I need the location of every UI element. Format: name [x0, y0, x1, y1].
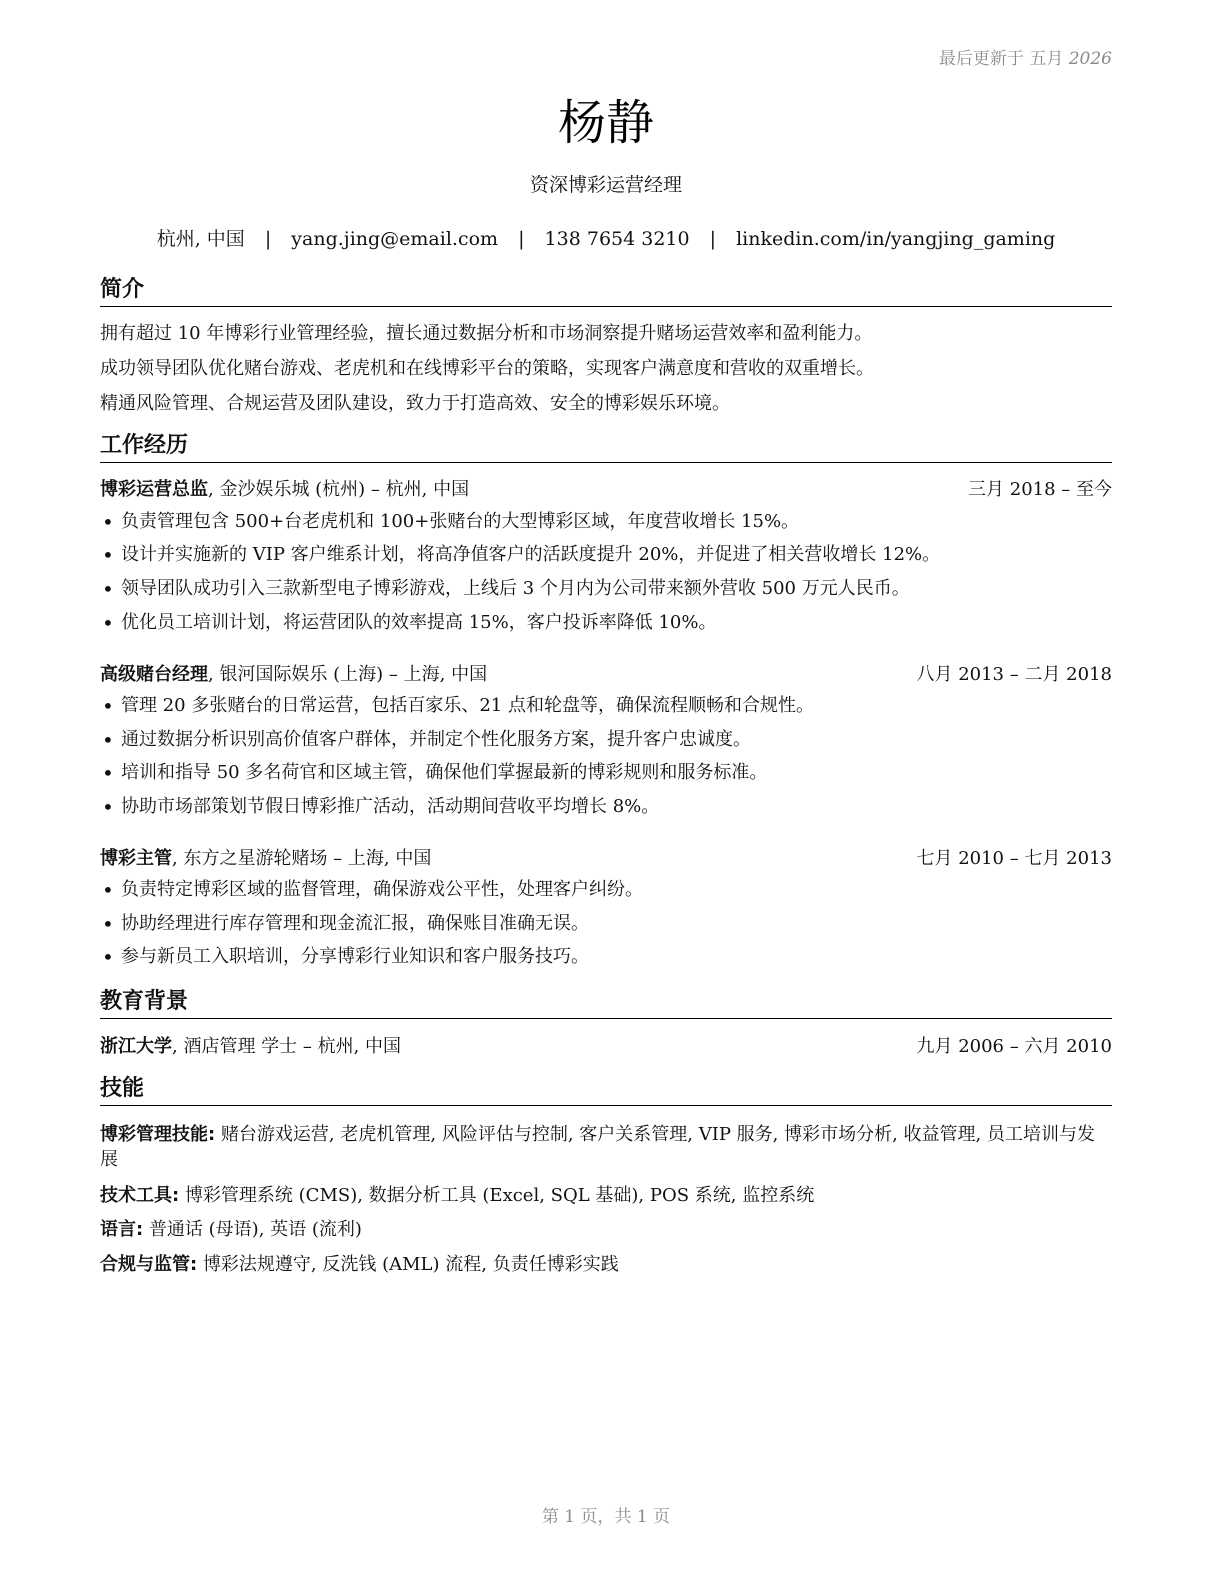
job-role: 博彩主管 — [100, 848, 172, 869]
job-role: 高级赌台经理 — [100, 664, 208, 685]
job-bullet: • 负责特定博彩区域的监督管理，确保游戏公平性，处理客户纠纷。 — [100, 878, 1112, 902]
skill-row — [100, 1183, 1112, 1208]
section-title-education: 教育背景 — [100, 988, 1112, 1019]
job-dates: 八月 2013 – 二月 2018 — [916, 664, 1112, 685]
summary-line: 拥有超过 10 年博彩行业管理经验，擅长通过数据分析和市场洞察提升赌场运营效率和盈利能力。 — [100, 323, 873, 344]
education-school: 浙江大学 — [100, 1036, 172, 1057]
contact-separator: | — [264, 228, 272, 250]
job-header — [100, 847, 1112, 871]
contact-location: 杭州, 中国 — [156, 228, 245, 250]
job-bullet: • 负责管理包含 500+台老虎机和 100+张赌台的大型博彩区域，年度营收增长 15%。 — [100, 510, 1112, 534]
skill-label: 博彩管理技能: — [100, 1124, 216, 1145]
job-bullet: • 设计并实施新的 VIP 客户维系计划，将高净值客户的活跃度提升 20%，并促进了相关营收增长 12%。 — [100, 543, 1112, 567]
candidate-title: 资深博彩运营经理 — [529, 174, 682, 196]
education-detail: , 酒店管理 学士 – 杭州, 中国 — [172, 1036, 402, 1057]
skill-value: 博彩法规遵守, 反洗钱 (AML) 流程, 负责任博彩实践 — [202, 1254, 619, 1275]
skill-row — [100, 1122, 1112, 1172]
section-title-skills: 技能 — [100, 1075, 1112, 1106]
updated-year: 2026 — [1068, 49, 1112, 69]
contact-linkedin-link[interactable]: linkedin.com/in/yangjing_gaming — [736, 228, 1056, 250]
skill-label: 语言: — [100, 1219, 144, 1240]
section-title-experience: 工作经历 — [100, 432, 1112, 463]
skill-label: 合规与监管: — [100, 1254, 198, 1275]
contact-phone: 138 7654 3210 — [544, 228, 690, 250]
section-title-summary: 简介 — [100, 276, 1112, 307]
resume-page — [100, 0, 1112, 1584]
updated-label: 最后更新于 — [938, 49, 1024, 69]
candidate-name: 杨静 — [557, 95, 654, 151]
job-header — [100, 663, 1112, 687]
skill-row — [100, 1252, 1112, 1277]
job-bullet: • 领导团队成功引入三款新型电子博彩游戏，上线后 3 个月内为公司带来额外营收 500 万元人民币。 — [100, 577, 1112, 601]
page-footer: 第 1 页，共 1 页 — [541, 1507, 671, 1527]
job-bullet: • 协助经理进行库存管理和现金流汇报，确保账目准确无误。 — [100, 912, 1112, 936]
education-dates: 九月 2006 – 六月 2010 — [916, 1036, 1112, 1057]
job-bullet: • 管理 20 多张赌台的日常运营，包括百家乐、21 点和轮盘等，确保流程顺畅和合规性。 — [100, 694, 1112, 718]
updated-month: 五月 — [1029, 49, 1064, 69]
job-header — [100, 478, 1112, 502]
skill-value: 普通话 (母语), 英语 (流利) — [148, 1219, 362, 1240]
job-dates: 三月 2018 – 至今 — [968, 479, 1112, 500]
summary-line: 成功领导团队优化赌台游戏、老虎机和在线博彩平台的策略，实现客户满意度和营收的双重增长。 — [100, 358, 874, 379]
contact-line — [100, 224, 1112, 251]
job-bullet: • 参与新员工入职培训，分享博彩行业知识和客户服务技巧。 — [100, 945, 1112, 969]
job-dates: 七月 2010 – 七月 2013 — [916, 848, 1112, 869]
job-bullet: • 协助市场部策划节假日博彩推广活动，活动期间营收平均增长 8%。 — [100, 795, 1112, 819]
skill-row — [100, 1217, 1112, 1242]
contact-separator: | — [518, 228, 525, 250]
job-org: , 东方之星游轮赌场 – 上海, 中国 — [172, 848, 432, 869]
job-bullet: • 通过数据分析识别高价值客户群体，并制定个性化服务方案，提升客户忠诚度。 — [100, 728, 1112, 752]
contact-email-link[interactable]: yang.jing@email.com — [291, 228, 499, 250]
contact-separator: | — [709, 228, 717, 250]
skill-value: 赌台游戏运营, 老虎机管理, 风险评估与控制, 客户关系管理, VIP 服务, 博彩市场分析, 收益管理, 员工培训与发展 — [100, 1124, 1095, 1170]
job-bullet: • 培训和指导 50 多名荷官和区域主管，确保他们掌握最新的博彩规则和服务标准。 — [100, 761, 1112, 785]
education-entry — [100, 1035, 1112, 1059]
skill-label: 技术工具: — [100, 1185, 180, 1206]
job-role: 博彩运营总监 — [100, 479, 208, 500]
job-org: , 银河国际娱乐 (上海) – 上海, 中国 — [208, 664, 488, 685]
last-updated — [939, 44, 1112, 69]
summary-line: 精通风险管理、合规运营及团队建设，致力于打造高效、安全的博彩娱乐环境。 — [100, 393, 730, 414]
job-bullet: • 优化员工培训计划，将运营团队的效率提高 15%，客户投诉率降低 10%。 — [100, 611, 1112, 635]
job-org: , 金沙娱乐城 (杭州) – 杭州, 中国 — [208, 479, 470, 500]
skill-value: 博彩管理系统 (CMS), 数据分析工具 (Excel, SQL 基础), POS 系统, 监控系统 — [184, 1185, 815, 1206]
